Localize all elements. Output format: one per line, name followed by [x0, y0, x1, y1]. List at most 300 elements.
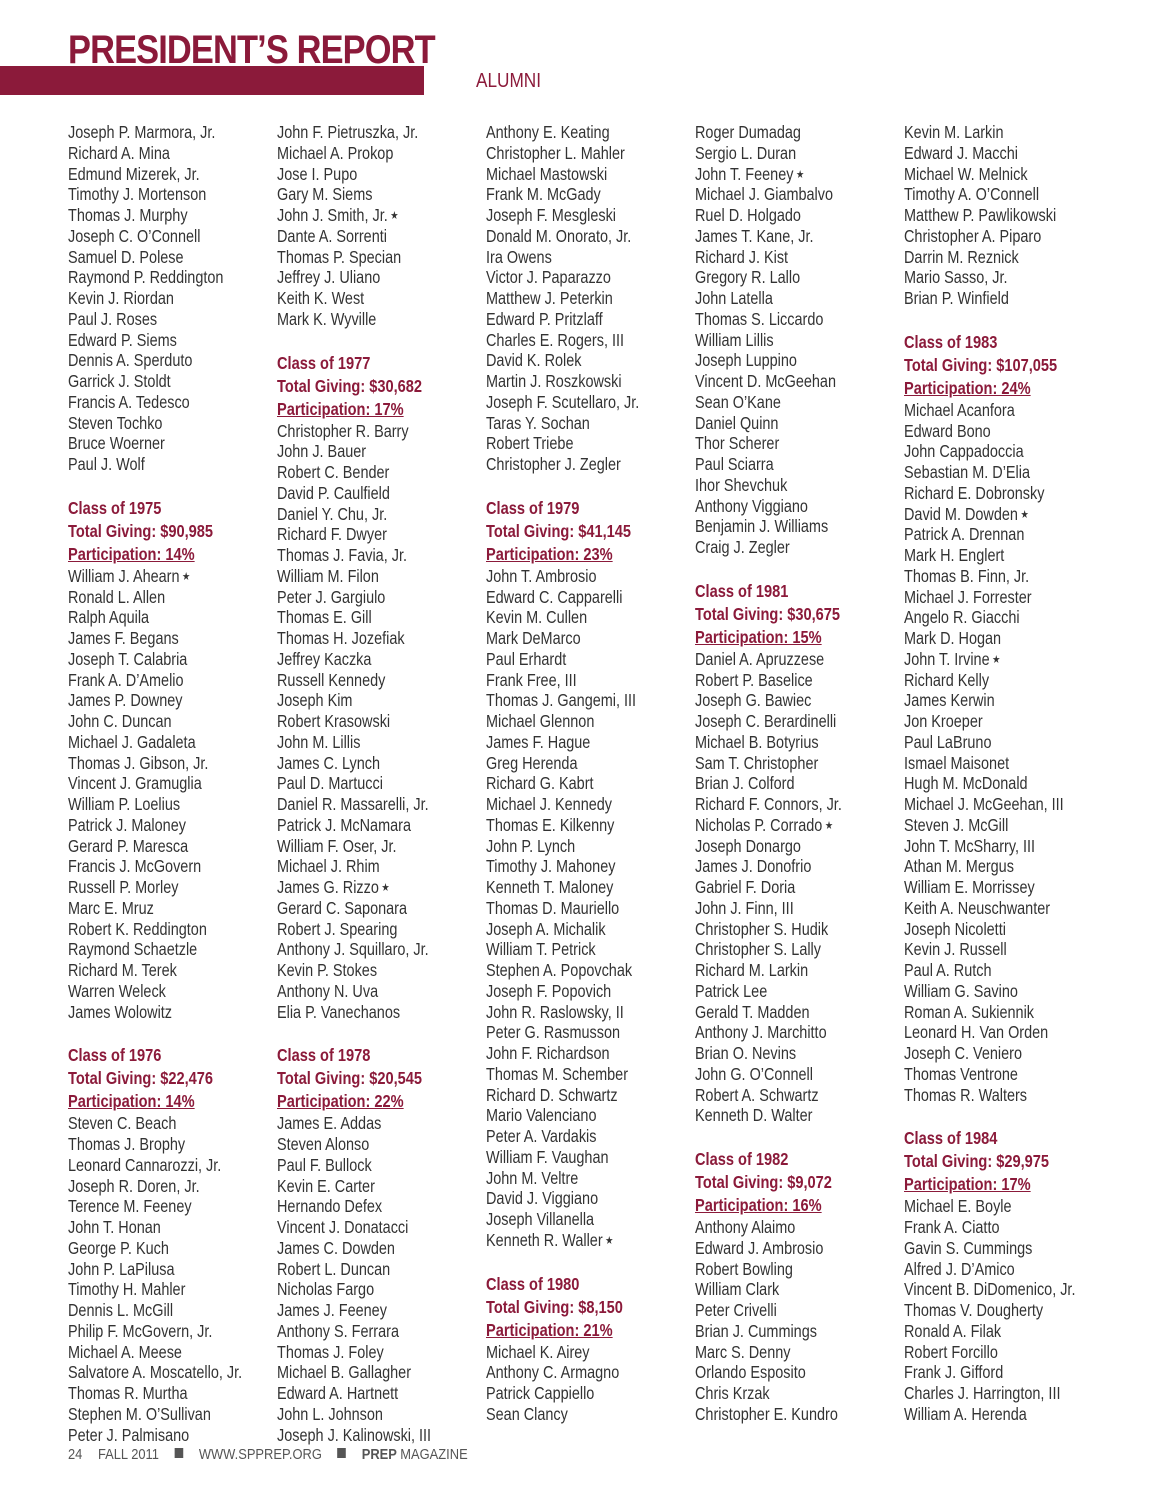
donor-name: Paul J. Wolf — [68, 454, 145, 474]
donor-name: Christopher A. Piparo — [904, 225, 1042, 246]
donor-name: William P. Loelius — [68, 794, 181, 814]
donor-name: Anthony J. Marchitto — [695, 1022, 827, 1043]
name-list-continued — [68, 122, 273, 475]
donor-name: Kenneth T. Maloney — [486, 877, 614, 897]
donor-name: Vincent J. Gramuglia — [68, 773, 202, 794]
donor-name: John L. Johnson — [277, 1403, 383, 1424]
total-giving: Total Giving: $30,682 — [277, 375, 423, 396]
donor-name: Frank A. D’Amelio — [68, 669, 184, 690]
donor-name: John P. LaPilusa — [68, 1258, 175, 1279]
donor-name: John T. Honan — [68, 1217, 161, 1237]
donor-name: Thomas J. Favia, Jr. — [277, 545, 407, 565]
donor-name: Thomas E. Gill — [277, 607, 372, 628]
donor-name: James Wolowitz — [68, 1001, 173, 1022]
donor-name: Marc S. Denny — [695, 1341, 791, 1362]
donor-name: Steven J. McGill — [904, 814, 1009, 835]
donor-name: Paul LaBruno — [904, 731, 992, 752]
donor-name: Paul J. Roses — [68, 308, 158, 329]
donor-name: Robert Krasowski — [277, 711, 391, 731]
class-heading: Class of 1979 — [486, 497, 580, 518]
star-icon: ★ — [1020, 508, 1029, 521]
donor-name: Peter G. Rasmusson — [486, 1022, 621, 1043]
donor-name: James J. Feeney — [277, 1300, 387, 1320]
donor-name: Mark D. Hogan — [904, 628, 1002, 648]
donor-name: Charles E. Rogers, III — [486, 329, 625, 350]
donor-name: Joseph P. Marmora, Jr. — [68, 122, 216, 142]
participation-rate: Participation: 21% — [486, 1319, 613, 1340]
donor-name: Gerald T. Madden — [695, 1001, 810, 1022]
donor-name: Martin J. Roszkowski — [486, 371, 622, 391]
donor-name: John R. Raslowsky, II — [486, 1001, 624, 1022]
class-block — [904, 1127, 1109, 1424]
donor-name: David K. Rolek — [486, 350, 582, 371]
donor-name: Joseph Kim — [277, 690, 353, 711]
donor-name: Edward C. Capparelli — [486, 586, 623, 607]
participation-rate: Participation: 16% — [695, 1195, 822, 1215]
donor-name: Richard J. Kist — [695, 246, 789, 267]
donor-name: Michael J. Giambalvo — [695, 184, 834, 205]
donor-name: Vincent D. McGeehan — [695, 371, 836, 391]
donor-name: Nicholas P. Corrado ★ — [695, 814, 834, 835]
donor-name: William A. Herenda — [904, 1403, 1027, 1424]
donor-name: Alfred J. D’Amico — [904, 1258, 1015, 1279]
donor-name: John T. McSharry, III — [904, 835, 1036, 856]
participation-rate: Participation: 14% — [68, 543, 195, 564]
donor-name: Mark K. Wyville — [277, 308, 377, 329]
column-2 — [277, 122, 482, 1445]
participation-rate: Participation: 23% — [486, 543, 613, 564]
donor-name: Paul A. Rutch — [904, 960, 992, 980]
donor-name: Dante A. Sorrenti — [277, 225, 387, 246]
class-block — [68, 497, 273, 1023]
donor-name: Anthony E. Keating — [486, 122, 610, 142]
donor-name: John C. Duncan — [68, 711, 172, 731]
donor-name: Christopher S. Hudik — [695, 918, 829, 939]
donor-name: Anthony C. Armagno — [486, 1362, 620, 1383]
donor-name: Samuel D. Polese — [68, 246, 184, 267]
donor-name: Stephen M. O’Sullivan — [68, 1403, 211, 1424]
donor-name: Salvatore A. Moscatello, Jr. — [68, 1362, 243, 1383]
class-block — [277, 1044, 482, 1445]
name-list-continued — [904, 122, 1109, 309]
donor-name: Leonard Cannarozzi, Jr. — [68, 1154, 222, 1175]
donor-name: John J. Finn, III — [695, 897, 794, 918]
donor-name: Greg Herenda — [486, 752, 578, 773]
donor-name: Orlando Esposito — [695, 1362, 806, 1383]
donor-name: Edward P. Pritzlaff — [486, 308, 603, 329]
class-block — [695, 1148, 900, 1425]
donor-name: John T. Feeney ★ — [695, 163, 805, 184]
column-4 — [695, 122, 900, 1425]
donor-name: James C. Dowden — [277, 1237, 395, 1258]
donor-name: Benjamin J. Williams — [695, 516, 829, 537]
donor-name: Patrick J. McNamara — [277, 814, 411, 835]
donor-name: William J. Ahearn ★ — [68, 565, 191, 586]
donor-name: Thomas J. Gibson, Jr. — [68, 752, 209, 773]
donor-name: Richard E. Dobronsky — [904, 482, 1045, 503]
donor-name: Dennis A. Sperduto — [68, 350, 193, 371]
donor-name: Joseph Villanella — [486, 1209, 595, 1229]
donor-name: Brian O. Nevins — [695, 1043, 797, 1063]
donor-name: Francis A. Tedesco — [68, 391, 190, 412]
donor-name: Michael A. Prokop — [277, 142, 394, 163]
donor-name: Kevin M. Larkin — [904, 122, 1004, 142]
donor-name: John M. Lillis — [277, 731, 361, 752]
donor-name: Patrick A. Drennan — [904, 524, 1025, 545]
donor-name: Joseph Donargo — [695, 835, 801, 856]
magazine-name-rest: MAGAZINE — [400, 1446, 468, 1463]
donor-name: Michael Glennon — [486, 711, 595, 731]
donor-name: Vincent J. Donatacci — [277, 1217, 409, 1237]
class-heading: Class of 1976 — [68, 1045, 162, 1066]
donor-name: Gary M. Siems — [277, 184, 373, 205]
donor-name: James F. Hague — [486, 731, 591, 752]
donor-name: Joseph T. Calabria — [68, 648, 188, 669]
donor-name: Thomas M. Schember — [486, 1063, 629, 1084]
donor-name: Stephen A. Popovchak — [486, 960, 633, 980]
donor-name: Brian P. Winfield — [904, 288, 1009, 308]
donor-name: Michael B. Botyrius — [695, 731, 819, 752]
donor-name: Frank A. Ciatto — [904, 1217, 1000, 1237]
donor-name: Kevin J. Russell — [904, 939, 1007, 960]
donor-name: Anthony S. Ferrara — [277, 1320, 399, 1341]
class-block — [486, 1273, 691, 1425]
donor-name: Michael Mastowski — [486, 163, 608, 184]
donor-name: Paul Erhardt — [486, 648, 567, 669]
donor-name: Philip F. McGovern, Jr. — [68, 1320, 213, 1341]
donor-name: John J. Bauer — [277, 441, 367, 462]
star-icon: ★ — [605, 1234, 614, 1247]
donor-name: John M. Veltre — [486, 1167, 579, 1188]
class-heading: Class of 1978 — [277, 1045, 371, 1066]
donor-name: Darrin M. Reznick — [904, 246, 1019, 267]
donor-name: David P. Caulfield — [277, 482, 390, 503]
donor-name: Russell Kennedy — [277, 669, 386, 690]
donor-name: Christopher E. Kundro — [695, 1403, 838, 1424]
donor-name: Daniel R. Massarelli, Jr. — [277, 794, 429, 814]
donor-name: Garrick J. Stoldt — [68, 371, 171, 391]
donor-name: John F. Pietruszka, Jr. — [277, 122, 419, 142]
star-icon: ★ — [824, 819, 834, 832]
donor-name: Athan M. Mergus — [904, 856, 1014, 877]
donor-name: Craig J. Zegler — [695, 537, 790, 557]
donor-name: Joseph F. Mesgleski — [486, 205, 617, 225]
donor-name: Anthony N. Uva — [277, 980, 379, 1001]
magazine-name-bold: PREP — [361, 1446, 397, 1463]
donor-name: Anthony Alaimo — [695, 1217, 796, 1237]
total-giving: Total Giving: $30,675 — [695, 603, 841, 624]
donor-name: Kevin J. Riordan — [68, 288, 174, 308]
class-block — [904, 331, 1109, 1106]
donor-name: Michael B. Gallagher — [277, 1362, 412, 1383]
class-heading: Class of 1983 — [904, 331, 998, 352]
donor-name: Matthew J. Peterkin — [486, 288, 613, 308]
donor-name: Joseph C. O’Connell — [68, 225, 201, 246]
name-list-continued — [277, 122, 482, 330]
donor-name: Thomas R. Walters — [904, 1084, 1028, 1105]
donor-name: Richard G. Kabrt — [486, 773, 594, 794]
donor-name: Raymond P. Reddington — [68, 267, 224, 288]
donor-name: Keith K. West — [277, 288, 365, 308]
donor-name: David J. Viggiano — [486, 1188, 599, 1209]
donor-name: Robert K. Reddington — [68, 918, 207, 939]
donor-name: Ruel D. Holgado — [695, 205, 801, 225]
donor-name: Sean O’Kane — [695, 391, 781, 412]
donor-name: Frank J. Gifford — [904, 1362, 1004, 1383]
donor-name: Richard M. Larkin — [695, 960, 809, 980]
donor-name: Victor J. Paparazzo — [486, 267, 611, 288]
donor-name: Paul F. Bullock — [277, 1154, 372, 1175]
donor-name: Thomas Ventrone — [904, 1063, 1018, 1084]
donor-name: Richard Kelly — [904, 669, 990, 690]
donor-name: Christopher R. Barry — [277, 420, 409, 441]
website-link[interactable]: WWW.SPPREP.ORG — [198, 1446, 322, 1463]
donor-name: Raymond Schaetzle — [68, 939, 198, 960]
donor-name: Richard F. Dwyer — [277, 524, 387, 545]
donor-name: John F. Richardson — [486, 1043, 610, 1063]
donor-name: Michael E. Boyle — [904, 1196, 1012, 1217]
donor-name: Jeffrey J. Uliano — [277, 267, 381, 288]
donor-name: Chris Krzak — [695, 1383, 770, 1403]
donor-name: Edward P. Siems — [68, 329, 177, 350]
donor-name: John Cappadoccia — [904, 441, 1024, 462]
name-list-continued — [486, 122, 691, 475]
donor-name: Patrick Lee — [695, 980, 768, 1001]
donor-name: Peter A. Vardakis — [486, 1126, 597, 1146]
donor-name: Joseph Luppino — [695, 350, 797, 371]
donor-name: James E. Addas — [277, 1113, 382, 1134]
donor-name: Thomas B. Finn, Jr. — [904, 565, 1030, 586]
donor-name: Steven Tochko — [68, 412, 163, 433]
donor-name: Robert Bowling — [695, 1258, 793, 1279]
total-giving: Total Giving: $20,545 — [277, 1068, 423, 1089]
donor-name: Michael J. Forrester — [904, 586, 1032, 607]
donor-name: Robert A. Schwartz — [695, 1084, 819, 1105]
donor-name: Edward J. Ambrosio — [695, 1237, 824, 1258]
donor-name: Donald M. Onorato, Jr. — [486, 225, 632, 246]
donor-name: William G. Savino — [904, 980, 1018, 1001]
donor-name: Paul D. Martucci — [277, 773, 383, 794]
total-giving: Total Giving: $8,150 — [486, 1296, 623, 1317]
donor-name: Jon Kroeper — [904, 711, 983, 731]
donor-name: Kevin E. Carter — [277, 1175, 375, 1196]
donor-name: John T. Ambrosio — [486, 565, 597, 586]
donor-name: Kevin M. Cullen — [486, 607, 588, 628]
donor-name: Gerard C. Saponara — [277, 897, 408, 918]
donor-name: John G. O’Connell — [695, 1063, 813, 1084]
donor-name: Paul Sciarra — [695, 454, 774, 474]
donor-name: Kevin P. Stokes — [277, 960, 378, 980]
donor-name: Thomas H. Jozefiak — [277, 628, 405, 648]
donor-name: Warren Weleck — [68, 980, 166, 1001]
donor-name: Roman A. Sukiennik — [904, 1001, 1035, 1022]
donor-name: Joseph C. Berardinelli — [695, 711, 837, 731]
donor-name: Michael J. McGeehan, III — [904, 794, 1064, 814]
donor-name: James T. Kane, Jr. — [695, 225, 814, 246]
donor-name: Joseph F. Scutellaro, Jr. — [486, 391, 640, 412]
donor-name: Christopher L. Mahler — [486, 142, 625, 163]
donor-name: Ronald L. Allen — [68, 586, 166, 607]
participation-rate: Participation: 17% — [904, 1174, 1031, 1195]
column-3 — [486, 122, 691, 1425]
donor-name: Michael J. Rhim — [277, 856, 380, 877]
donor-name: Thomas E. Kilkenny — [486, 814, 615, 835]
donor-name: Joseph G. Bawiec — [695, 690, 812, 711]
donor-name: John Latella — [695, 288, 773, 308]
donor-name: Anthony Viggiano — [695, 495, 808, 516]
class-heading: Class of 1975 — [68, 497, 162, 518]
donor-name: Joseph R. Doren, Jr. — [68, 1175, 200, 1196]
donor-name: Anthony J. Squillaro, Jr. — [277, 939, 429, 960]
donor-name: Richard A. Mina — [68, 142, 170, 163]
donor-name: Mark H. Englert — [904, 545, 1005, 565]
donor-name: Edward J. Macchi — [904, 142, 1018, 163]
donor-name: Ronald A. Filak — [904, 1320, 1002, 1341]
class-block — [486, 497, 691, 1251]
donor-name: John T. Irvine ★ — [904, 648, 1001, 669]
column-1 — [68, 122, 273, 1445]
donor-name: Thomas J. Murphy — [68, 205, 188, 225]
donor-name: Nicholas Fargo — [277, 1279, 375, 1300]
donor-name: Thomas J. Brophy — [68, 1134, 186, 1154]
donor-name: Kenneth D. Walter — [695, 1105, 813, 1126]
donor-name: Mark DeMarco — [486, 628, 581, 648]
donor-name: Michael Acanfora — [904, 399, 1015, 420]
donor-name: Joseph Nicoletti — [904, 918, 1006, 939]
donor-name: William F. Vaughan — [486, 1146, 609, 1167]
total-giving: Total Giving: $90,985 — [68, 520, 214, 541]
donor-name: Thomas J. Foley — [277, 1341, 384, 1362]
participation-rate: Participation: 14% — [68, 1091, 195, 1112]
donor-name: Peter J. Palmisano — [68, 1424, 190, 1445]
donor-name: Gerard P. Maresca — [68, 835, 189, 856]
donor-name: Thomas D. Mauriello — [486, 897, 620, 918]
class-block — [277, 352, 482, 1023]
donor-name: William Clark — [695, 1279, 780, 1300]
donor-name: Bruce Woerner — [68, 433, 165, 454]
donor-name: Dennis L. McGill — [68, 1300, 174, 1320]
donor-name: Michael W. Melnick — [904, 163, 1028, 184]
donor-name: Patrick Cappiello — [486, 1383, 595, 1403]
donor-name: Joseph J. Kalinowski, III — [277, 1424, 432, 1445]
donor-name: Frank Free, III — [486, 669, 577, 690]
donor-name: Gavin S. Cummings — [904, 1237, 1033, 1258]
column-5 — [904, 122, 1109, 1425]
donor-name: Thomas V. Dougherty — [904, 1300, 1044, 1320]
donor-name: Mario Valenciano — [486, 1105, 597, 1126]
donor-name: William E. Morrissey — [904, 877, 1035, 897]
square-bullet-icon — [175, 1448, 184, 1458]
donor-name: Brian J. Colford — [695, 773, 795, 794]
donor-name: Robert P. Baselice — [695, 669, 813, 690]
participation-rate: Participation: 22% — [277, 1091, 404, 1112]
donor-name: Michael J. Kennedy — [486, 794, 612, 814]
donor-name: William F. Oser, Jr. — [277, 835, 397, 856]
donor-name: Robert C. Bender — [277, 462, 390, 482]
donor-name: Russell P. Morley — [68, 877, 179, 897]
donor-name: Ralph Aquila — [68, 607, 150, 628]
class-heading: Class of 1982 — [695, 1149, 789, 1169]
donor-name: Michael K. Airey — [486, 1341, 590, 1362]
donor-name: Thomas J. Gangemi, III — [486, 690, 637, 711]
donor-name: Frank M. McGady — [486, 184, 601, 205]
donor-name: Keith A. Neuschwanter — [904, 897, 1051, 918]
donor-name: Timothy J. Mahoney — [486, 856, 616, 877]
name-list-continued — [695, 122, 900, 558]
donor-name: George P. Kuch — [68, 1237, 169, 1258]
donor-name: Jose I. Pupo — [277, 163, 358, 184]
total-giving: Total Giving: $22,476 — [68, 1068, 214, 1089]
donor-name: Leonard H. Van Orden — [904, 1022, 1049, 1043]
donor-name: Taras Y. Sochan — [486, 412, 590, 433]
class-block — [68, 1044, 273, 1445]
page-number: 24 — [68, 1446, 83, 1463]
donor-name: Edward Bono — [904, 420, 991, 441]
donor-name: Sergio L. Duran — [695, 142, 797, 163]
donor-name: Robert J. Spearing — [277, 918, 398, 939]
participation-rate: Participation: 24% — [904, 377, 1031, 398]
donor-name: Joseph C. Veniero — [904, 1043, 1022, 1063]
donor-name: William M. Filon — [277, 565, 379, 586]
donor-name: Daniel Y. Chu, Jr. — [277, 503, 388, 524]
donor-name: Steven C. Beach — [68, 1113, 177, 1134]
donor-name: Patrick J. Maloney — [68, 814, 186, 835]
donor-name: Gregory R. Lallo — [695, 267, 801, 288]
participation-rate: Participation: 15% — [695, 626, 822, 647]
donor-name: Christopher J. Zegler — [486, 454, 621, 474]
donor-name: Timothy H. Mahler — [68, 1279, 186, 1300]
donor-name: Timothy A. O’Connell — [904, 184, 1040, 205]
donor-name: Richard F. Connors, Jr. — [695, 794, 842, 814]
total-giving: Total Giving: $107,055 — [904, 354, 1058, 375]
star-icon: ★ — [390, 210, 399, 222]
donor-name: Michael J. Gadaleta — [68, 731, 196, 752]
donor-name: Thor Scherer — [695, 433, 780, 454]
issue-label: FALL 2011 — [97, 1446, 159, 1463]
star-icon: ★ — [182, 570, 191, 583]
donor-name: Joseph F. Popovich — [486, 980, 612, 1001]
donor-name: Robert Triebe — [486, 433, 574, 454]
donor-name: James J. Donofrio — [695, 856, 812, 877]
star-icon: ★ — [381, 882, 390, 894]
donor-name: William T. Petrick — [486, 939, 596, 960]
class-heading: Class of 1984 — [904, 1128, 998, 1149]
donor-name: Francis J. McGovern — [68, 856, 202, 877]
donor-name: Peter Crivelli — [695, 1300, 777, 1320]
donor-name: Marc E. Mruz — [68, 897, 154, 918]
donor-name: David M. Dowden ★ — [904, 503, 1029, 524]
donor-name: Daniel Quinn — [695, 412, 779, 433]
donor-name: Sebastian M. D’Elia — [904, 462, 1030, 482]
class-heading: Class of 1981 — [695, 580, 789, 601]
donor-name: Roger Dumadag — [695, 122, 801, 142]
section-label: ALUMNI — [476, 70, 541, 92]
star-icon: ★ — [795, 168, 805, 181]
donor-name: James G. Rizzo ★ — [277, 877, 390, 897]
donor-name: Sam T. Christopher — [695, 752, 819, 773]
donor-name: Edward A. Hartnett — [277, 1383, 399, 1403]
donor-name: Richard M. Terek — [68, 960, 177, 980]
donor-name: James Kerwin — [904, 690, 995, 711]
donor-name: Ihor Shevchuk — [695, 474, 788, 495]
donor-name: Vincent B. DiDomenico, Jr. — [904, 1279, 1076, 1300]
donor-name: Charles J. Harrington, III — [904, 1383, 1061, 1403]
donor-name: Terence M. Feeney — [68, 1196, 192, 1217]
donor-name: Brian J. Cummings — [695, 1320, 817, 1341]
donor-name: Christopher S. Lally — [695, 939, 821, 960]
star-icon: ★ — [992, 653, 1001, 666]
donor-name: Peter J. Gargiulo — [277, 586, 386, 607]
